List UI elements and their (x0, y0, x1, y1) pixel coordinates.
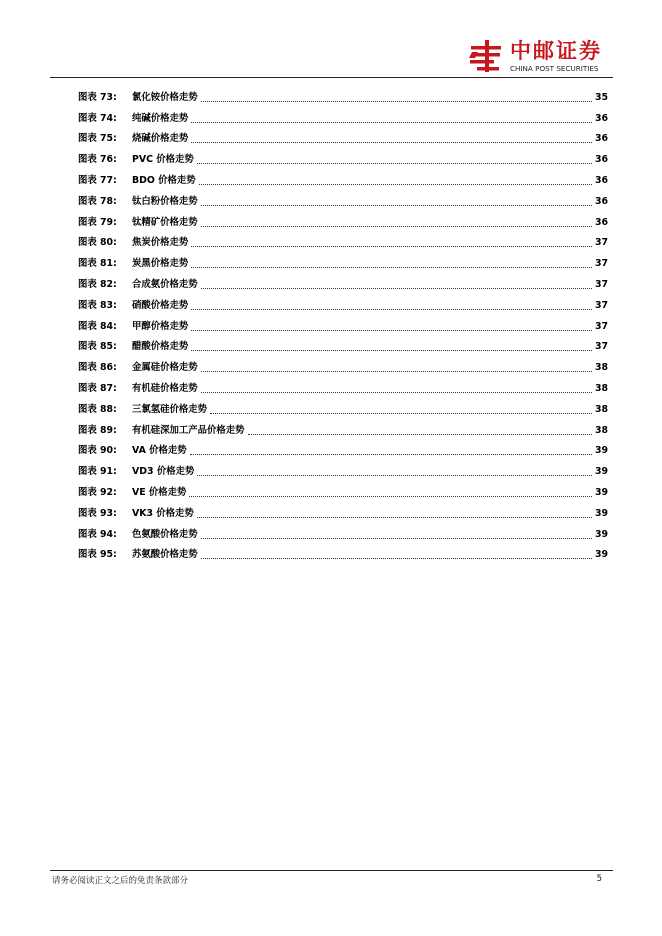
toc-figure-label: 图表 77: (78, 174, 117, 186)
toc-figure-title: VD3 价格走势 (132, 466, 195, 478)
toc-page-number: 36 (594, 216, 608, 228)
toc-leader-dots (191, 266, 592, 268)
toc-figure-title: 甲醇价格走势 (132, 320, 189, 332)
toc-entry[interactable] (78, 250, 608, 271)
toc-leader-dots (210, 412, 592, 414)
toc-page-number: 37 (594, 320, 608, 332)
toc-leader-dots (201, 100, 592, 102)
toc-entry[interactable] (78, 417, 608, 438)
toc-figure-label: 图表 79: (78, 216, 117, 228)
toc-figure-label: 图表 86: (78, 362, 117, 374)
toc-figure-label: 图表 85: (78, 341, 117, 353)
toc-page-number: 37 (594, 278, 608, 290)
toc-figure-label: 图表 76: (78, 154, 117, 166)
toc-leader-dots (201, 391, 592, 393)
toc-figure-title: 金属硅价格走势 (132, 362, 198, 374)
toc-page-number: 37 (594, 341, 608, 353)
toc-page-number: 39 (594, 528, 608, 540)
toc-leader-dots (191, 141, 592, 143)
footer-divider (50, 870, 613, 871)
toc-figure-label: 图表 81: (78, 258, 117, 270)
toc-entry[interactable] (78, 167, 608, 188)
toc-page-number: 36 (594, 154, 608, 166)
toc-entry[interactable] (78, 188, 608, 209)
toc-leader-dots (201, 204, 592, 206)
toc-figure-label: 图表 84: (78, 320, 117, 332)
toc-figure-title: 醋酸价格走势 (132, 341, 189, 353)
toc-leader-dots (190, 453, 592, 455)
toc-figure-label: 图表 94: (78, 528, 117, 540)
toc-figure-title: 合成氨价格走势 (132, 278, 198, 290)
toc-figure-title: 色氨酸价格走势 (132, 528, 198, 540)
toc-figure-title: VE 价格走势 (132, 486, 187, 498)
toc-figure-title: 苏氨酸价格走势 (132, 549, 198, 561)
toc-entry[interactable] (78, 542, 608, 563)
toc-entry[interactable] (78, 271, 608, 292)
header-divider (50, 77, 613, 78)
toc-entry[interactable] (78, 209, 608, 230)
toc-figure-title: 有机硅价格走势 (132, 382, 198, 394)
toc-figure-title: BDO 价格走势 (132, 174, 196, 186)
toc-page-number: 36 (594, 133, 608, 145)
toc-page-number: 37 (594, 237, 608, 249)
toc-entry[interactable] (78, 354, 608, 375)
toc-figure-label: 图表 82: (78, 278, 117, 290)
toc-page-number: 36 (594, 112, 608, 124)
toc-figure-title: 烧碱价格走势 (132, 133, 189, 145)
toc-figure-label: 图表 93: (78, 507, 117, 519)
toc-figure-label: 图表 91: (78, 466, 117, 478)
toc-leader-dots (199, 183, 592, 185)
toc-leader-dots (191, 329, 592, 331)
toc-page-number: 37 (594, 299, 608, 311)
toc-figure-label: 图表 90: (78, 445, 117, 457)
toc-entry[interactable] (78, 292, 608, 313)
toc-figure-label: 图表 92: (78, 486, 117, 498)
toc-figure-title: 炭黑价格走势 (132, 258, 189, 270)
toc-figure-label: 图表 95: (78, 549, 117, 561)
toc-page-number: 36 (594, 195, 608, 207)
toc-entry[interactable] (78, 500, 608, 521)
toc-figure-title: VA 价格走势 (132, 445, 187, 457)
toc-entry[interactable] (78, 230, 608, 251)
footer-disclaimer: 请务必阅读正文之后的免责条款部分 (52, 876, 189, 886)
toc-leader-dots (201, 225, 592, 227)
toc-figure-title: PVC 价格走势 (132, 154, 194, 166)
toc-page-number: 38 (594, 382, 608, 394)
toc-figure-title: 有机硅深加工产品价格走势 (132, 424, 245, 436)
toc-figure-title: 纯碱价格走势 (132, 112, 189, 124)
company-logo (468, 38, 613, 76)
toc-figure-label: 图表 89: (78, 424, 117, 436)
china-post-logo-icon (468, 38, 504, 74)
page-number: 5 (596, 874, 602, 884)
toc-leader-dots (197, 162, 592, 164)
toc-page-number: 37 (594, 258, 608, 270)
toc-entry[interactable] (78, 313, 608, 334)
toc-leader-dots (201, 557, 592, 559)
toc-page-number: 35 (594, 91, 608, 103)
toc-page-number: 39 (594, 486, 608, 498)
toc-entry[interactable] (78, 396, 608, 417)
toc-figure-title: 硝酸价格走势 (132, 299, 189, 311)
toc-leader-dots (197, 516, 592, 518)
toc-figure-label: 图表 78: (78, 195, 117, 207)
toc-page-number: 39 (594, 445, 608, 457)
toc-entry[interactable] (78, 438, 608, 459)
toc-entry[interactable] (78, 479, 608, 500)
toc-page-number: 38 (594, 424, 608, 436)
toc-entry[interactable] (78, 334, 608, 355)
toc-page-number: 39 (594, 466, 608, 478)
toc-figure-title: 钛白粉价格走势 (132, 195, 198, 207)
toc-figure-title: 钛精矿价格走势 (132, 216, 198, 228)
logo-chinese-name: 中邮证券 (510, 39, 602, 63)
toc-figure-label: 图表 83: (78, 299, 117, 311)
toc-figure-label: 图表 74: (78, 112, 117, 124)
toc-entry[interactable] (78, 84, 608, 105)
toc-leader-dots (189, 495, 592, 497)
toc-entry[interactable] (78, 105, 608, 126)
toc-figure-label: 图表 75: (78, 133, 117, 145)
toc-leader-dots (191, 349, 592, 351)
toc-figure-title: 三氯氢硅价格走势 (132, 403, 208, 415)
toc-figure-label: 图表 80: (78, 237, 117, 249)
toc-page-number: 39 (594, 549, 608, 561)
toc-page-number: 38 (594, 362, 608, 374)
toc-figure-label: 图表 88: (78, 403, 117, 415)
toc-page-number: 36 (594, 174, 608, 186)
toc-leader-dots (201, 370, 592, 372)
toc-page-number: 39 (594, 507, 608, 519)
toc-leader-dots (191, 245, 592, 247)
toc-figure-label: 图表 87: (78, 382, 117, 394)
toc-entry[interactable] (78, 521, 608, 542)
toc-figure-label: 图表 73: (78, 91, 117, 103)
toc-leader-dots (191, 121, 592, 123)
toc-leader-dots (191, 308, 592, 310)
toc-leader-dots (201, 287, 592, 289)
toc-figure-title: 氯化铵价格走势 (132, 91, 198, 103)
toc-page-number: 38 (594, 403, 608, 415)
figure-list (78, 84, 608, 562)
toc-figure-title: 焦炭价格走势 (132, 237, 189, 249)
toc-entry[interactable] (78, 146, 608, 167)
toc-leader-dots (201, 537, 592, 539)
toc-entry[interactable] (78, 375, 608, 396)
toc-leader-dots (248, 433, 592, 435)
logo-english-name: CHINA POST SECURITIES (510, 64, 599, 73)
toc-figure-title: VK3 价格走势 (132, 507, 194, 519)
toc-entry[interactable] (78, 458, 608, 479)
toc-leader-dots (197, 474, 592, 476)
toc-entry[interactable] (78, 126, 608, 147)
